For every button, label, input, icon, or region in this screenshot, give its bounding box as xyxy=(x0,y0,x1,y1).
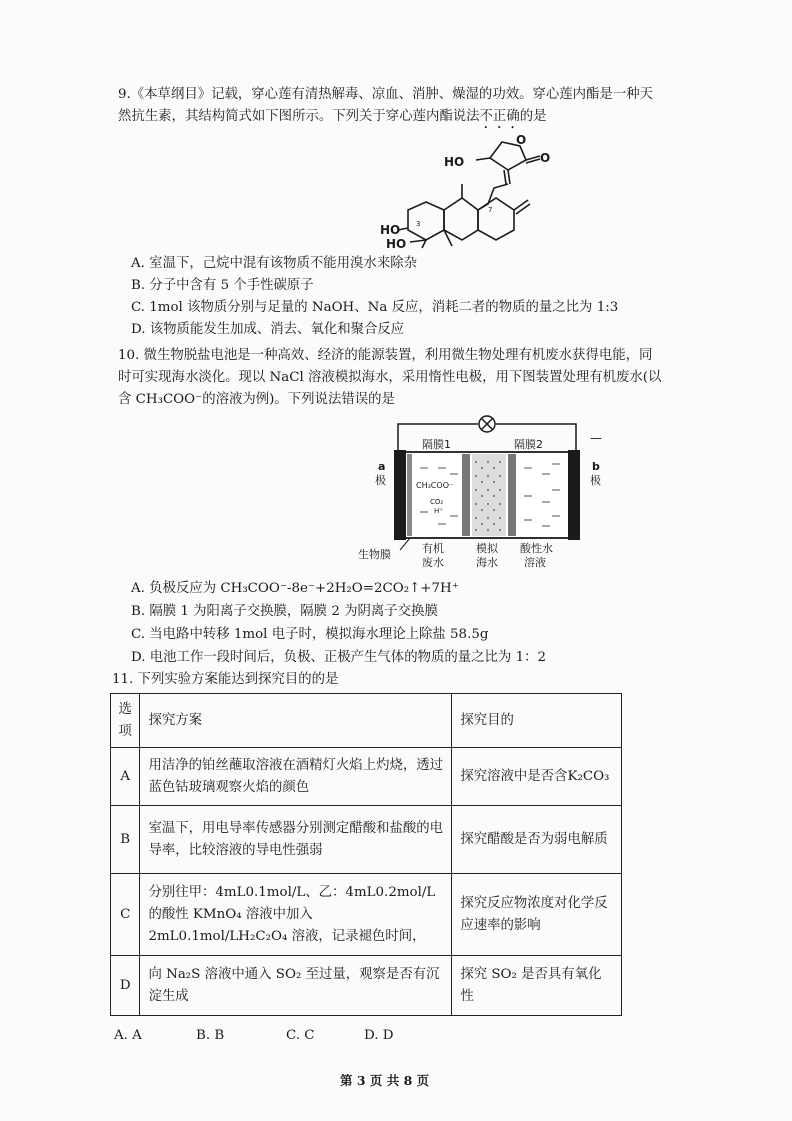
q10-label-b-pole: 极 xyxy=(590,474,601,487)
q10-electrode-b xyxy=(568,450,580,540)
table-header-option: 选项 xyxy=(111,694,140,748)
row-option: B xyxy=(111,806,140,874)
q10-cell-diagram xyxy=(358,412,618,572)
table-row xyxy=(111,748,622,806)
table-row xyxy=(111,806,622,874)
q10-membrane-1 xyxy=(462,454,470,536)
q10-label-b: b xyxy=(592,460,600,473)
q9-option-a: A. 室温下，己烷中混有该物质不能用溴水来除杂 xyxy=(131,256,417,271)
q10-electrode-a xyxy=(394,450,406,540)
q9-option-c: C. 1mol 该物质分别与足量的 NaOH、Na 反应，消耗二者的物质的量之比为 1:3 xyxy=(131,300,619,315)
row-plan: 用洁净的铂丝蘸取溶液在酒精灯火焰上灼烧，透过蓝色钴玻璃观察火焰的颜色 xyxy=(140,748,452,806)
q10-stem-line1: 10. 微生物脱盐电池是一种高效、经济的能源装置，利用微生物处理有机废水获得电能，同 xyxy=(118,348,653,363)
q11-answer-a: A. A xyxy=(114,1028,142,1043)
row-option: D xyxy=(111,956,140,1016)
row-plan: 向 Na₂S 溶液中通入 SO₂ 至过量，观察是否有沉淀生成 xyxy=(140,956,452,1016)
q9-emphasis: 不正确 xyxy=(479,109,520,124)
q9-label-ho-mid: HO xyxy=(380,223,401,237)
q10-label-sea-2: 海水 xyxy=(476,556,498,569)
q10-biofilm xyxy=(407,454,412,536)
row-goal: 探究反应物浓度对化学反应速率的影响 xyxy=(452,874,622,956)
q10-label-dash: — xyxy=(590,431,602,445)
q10-option-b: B. 隔膜 1 为阳离子交换膜，隔膜 2 为阴离子交换膜 xyxy=(131,604,438,619)
q11-stem: 11. 下列实验方案能达到探究目的的是 xyxy=(112,672,339,687)
q11-table xyxy=(110,693,622,1016)
q9-label-n7: 7 xyxy=(488,206,493,214)
q9-structure-diagram xyxy=(380,130,580,252)
q9-stem-line2 xyxy=(118,108,547,132)
q9-option-b: B. 分子中含有 5 个手性碳原子 xyxy=(131,278,314,293)
q9-label-o-ring: O xyxy=(516,133,527,147)
q10-stem-line2: 时可实现海水淡化。现以 NaCl 溶液模拟海水，采用惰性电极，用下图装置处理有机废水(以 xyxy=(118,370,662,385)
q10-label-biofilm: 生物膜 xyxy=(358,548,391,561)
q11-answer-c: C. C xyxy=(286,1028,315,1043)
q10-label-acid-2: 溶液 xyxy=(524,556,546,569)
q10-label-species3: H⁺ xyxy=(434,507,443,515)
q9-label-ho-bot: HO xyxy=(386,237,407,251)
row-option: A xyxy=(111,748,140,806)
q10-label-sea-1: 模拟 xyxy=(476,542,498,555)
q10-option-a: A. 负极反应为 CH₃COO⁻-8e⁻+2H₂O=2CO₂↑+7H⁺ xyxy=(131,581,459,596)
q10-option-d: D. 电池工作一段时间后，负极、正极产生气体的物质的量之比为 1：2 xyxy=(131,650,547,665)
q9-label-n3: 3 xyxy=(416,220,421,228)
q10-label-membrane1: 隔膜1 xyxy=(422,438,451,451)
q10-label-organic-1: 有机 xyxy=(422,542,444,555)
row-plan: 室温下，用电导率传感器分别测定醋酸和盐酸的电导率，比较溶液的导电性强弱 xyxy=(140,806,452,874)
q10-option-c: C. 当电路中转移 1mol 电子时，模拟海水理论上除盐 58.5g xyxy=(131,627,489,642)
q11-answer-b: B. B xyxy=(196,1028,225,1043)
q9-label-o-carbonyl: O xyxy=(540,151,551,165)
table-row xyxy=(111,956,622,1016)
q11-answer-d: D. D xyxy=(364,1028,394,1043)
q9-stem-part-a: 然抗生素，其结构简式如下图所示。下列关于穿心莲内酯说法 xyxy=(118,109,480,124)
q10-label-membrane2: 隔膜2 xyxy=(514,438,543,451)
q10-label-a-pole: 极 xyxy=(375,474,386,487)
q9-label-ho-top: HO xyxy=(444,155,465,169)
q10-seawater xyxy=(472,454,506,536)
q9-stem-line1: 9.《本草纲目》记载，穿心莲有清热解毒、凉血、消肿、燥湿的功效。穿心莲内酯是一种天 xyxy=(118,87,654,102)
table-row xyxy=(111,874,622,956)
page-footer: 第 3 页 共 8 页 xyxy=(340,1073,430,1088)
q10-membrane-2 xyxy=(508,454,516,536)
q10-stem-line3: 含 CH₃COO⁻的溶液为例)。下列说法错误的是 xyxy=(118,392,395,407)
row-goal: 探究 SO₂ 是否具有氧化性 xyxy=(452,956,622,1016)
row-plan: 分别往甲：4mL0.1mol/L、乙：4mL0.2mol/L 的酸性 KMnO₄ 溶液中加入 2mL0.1mol/LH₂C₂O₄ 溶液，记录褪色时间， xyxy=(140,874,452,956)
table-header-row xyxy=(111,694,622,748)
q9-option-d: D. 该物质能发生加成、消去、氧化和聚合反应 xyxy=(131,322,405,337)
q10-label-a: a xyxy=(378,460,386,473)
row-option: C xyxy=(111,874,140,956)
table-header-goal: 探究目的 xyxy=(452,694,622,748)
row-goal: 探究醋酸是否为弱电解质 xyxy=(452,806,622,874)
q10-label-organic-2: 废水 xyxy=(422,556,444,569)
q9-stem-part-c: 的是 xyxy=(519,109,547,124)
q10-label-species2: CO₂ xyxy=(430,498,444,506)
table-header-plan: 探究方案 xyxy=(140,694,452,748)
q10-label-acid-1: 酸性水 xyxy=(520,542,553,555)
row-goal: 探究溶液中是否含K₂CO₃ xyxy=(452,748,622,806)
q10-label-species1: CH₃COO⁻ xyxy=(416,481,454,490)
